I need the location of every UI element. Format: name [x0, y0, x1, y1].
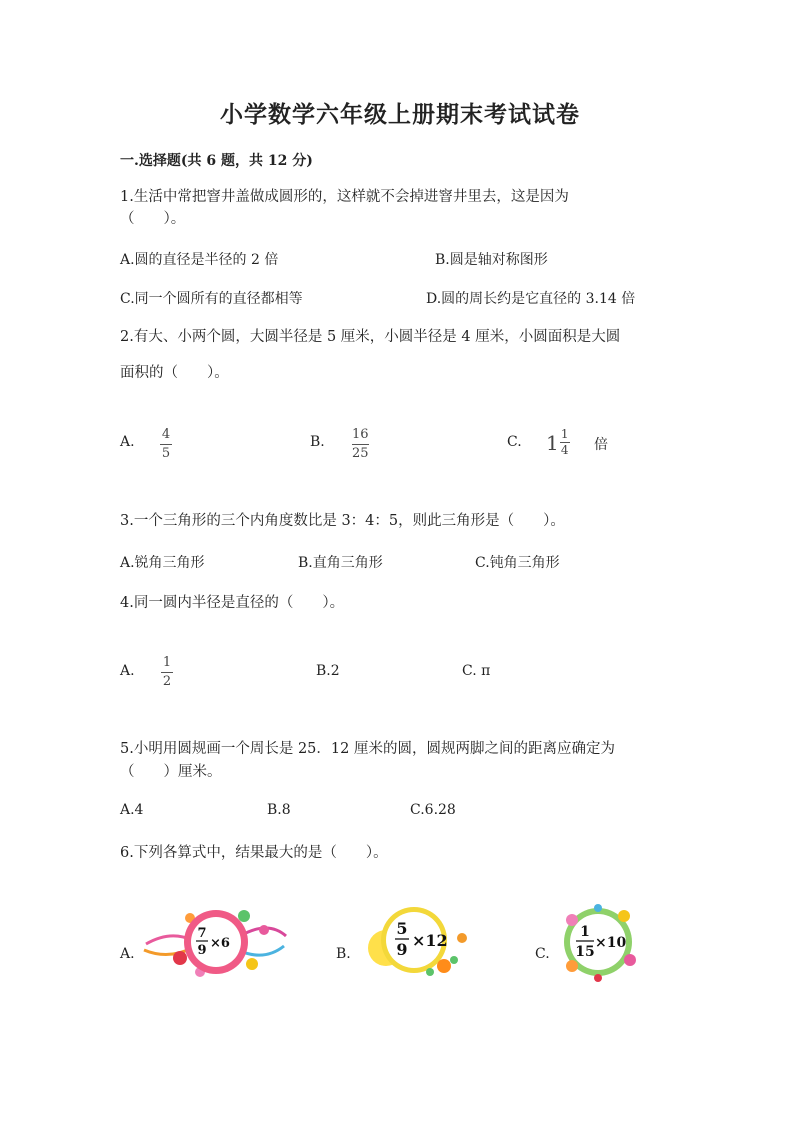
question-5-text: 5.小明用圆规画一个周长是 25．12 厘米的圆，圆规两脚之间的距离应确定为: [120, 741, 615, 757]
q2-option-a-label[interactable]: A.: [120, 434, 135, 450]
badge-denominator: 9: [396, 940, 408, 959]
question-3-text: 3.一个三角形的三个内角度数比是 3：4：5，则此三角形是（ ）。: [120, 513, 565, 529]
q4-option-a-label[interactable]: A.: [120, 663, 135, 679]
q6-option-b-label[interactable]: B.: [336, 946, 351, 962]
section-heading: 一.选择题(共 6 题，共 12 分): [120, 153, 313, 169]
q2-option-a-fraction[interactable]: [160, 428, 172, 461]
fraction-denominator: 2: [162, 674, 172, 689]
q2-option-b-label[interactable]: B.: [310, 434, 325, 450]
q2-option-b-fraction[interactable]: [352, 428, 369, 461]
mixed-fraction: [560, 428, 570, 457]
q1-option-b[interactable]: B.圆是轴对称图形: [435, 252, 548, 268]
fraction-numerator: 1: [162, 655, 172, 670]
fraction-bar: [352, 444, 369, 445]
q6-option-c-badge[interactable]: [558, 900, 642, 984]
badge-operator: ×10: [595, 935, 627, 951]
q6-option-b-badge[interactable]: [364, 902, 474, 982]
badge-numerator: 1: [580, 924, 590, 940]
q5-option-b[interactable]: B.8: [267, 802, 291, 818]
question-4-text: 4.同一圆内半径是直径的（ ）。: [120, 595, 345, 611]
badge-numerator: 5: [396, 919, 408, 938]
badge-operator: ×6: [210, 936, 230, 951]
q6-option-a-label[interactable]: A.: [120, 946, 135, 962]
q3-option-a[interactable]: A.锐角三角形: [120, 555, 205, 571]
question-2-text-cont: 面积的（ ）。: [120, 365, 229, 381]
fraction-denominator: 25: [352, 446, 369, 461]
question-1-text: 1.生活中常把窨井盖做成圆形的，这样就不会掉进窨井里去，这是因为: [120, 189, 569, 205]
q5-option-a[interactable]: A.4: [120, 802, 144, 818]
question-1-text-cont: （ ）。: [120, 211, 186, 227]
badge-denominator: 9: [197, 943, 207, 958]
q1-option-c[interactable]: C.同一个圆所有的直径都相等: [120, 291, 303, 307]
q2-option-c-mixed-number[interactable]: [546, 428, 570, 457]
page-title: 小学数学六年级上册期末考试试卷: [220, 101, 580, 128]
q5-option-c[interactable]: C.6.28: [410, 802, 456, 818]
question-2-text: 2.有大、小两个圆，大圆半径是 5 厘米，小圆半径是 4 厘米，小圆面积是大圆: [120, 329, 621, 345]
q4-option-b[interactable]: B.2: [316, 663, 340, 679]
badge-numerator: 7: [197, 926, 207, 941]
fraction-bar: [161, 672, 173, 673]
fraction-denominator: 4: [560, 443, 569, 457]
q1-option-d[interactable]: D.圆的周长约是它直径的 3.14 倍: [426, 291, 636, 307]
fraction-numerator: 16: [352, 427, 369, 442]
question-6-text: 6.下列各算式中，结果最大的是（ ）。: [120, 845, 388, 861]
fraction-numerator: 1: [560, 427, 569, 441]
q2-option-c-unit: 倍: [594, 437, 608, 453]
q3-option-b[interactable]: B.直角三角形: [298, 555, 383, 571]
fraction-numerator: 4: [161, 427, 171, 442]
badge-denominator: 15: [575, 944, 595, 960]
q6-option-c-label[interactable]: C.: [535, 946, 550, 962]
fraction-bar: [160, 444, 172, 445]
q3-option-c[interactable]: C.钝角三角形: [475, 555, 560, 571]
q1-option-a[interactable]: A.圆的直径是半径的 2 倍: [120, 252, 279, 268]
q4-option-c[interactable]: C. π: [462, 663, 491, 679]
q4-option-a-fraction[interactable]: [161, 656, 173, 689]
q6-option-a-badge[interactable]: [140, 900, 290, 984]
badge-operator: ×12: [412, 931, 448, 950]
mixed-whole: 1: [546, 430, 559, 455]
question-5-text-cont: （ ）厘米。: [120, 764, 222, 780]
q2-option-c-label[interactable]: C.: [507, 434, 522, 450]
fraction-denominator: 5: [161, 446, 171, 461]
